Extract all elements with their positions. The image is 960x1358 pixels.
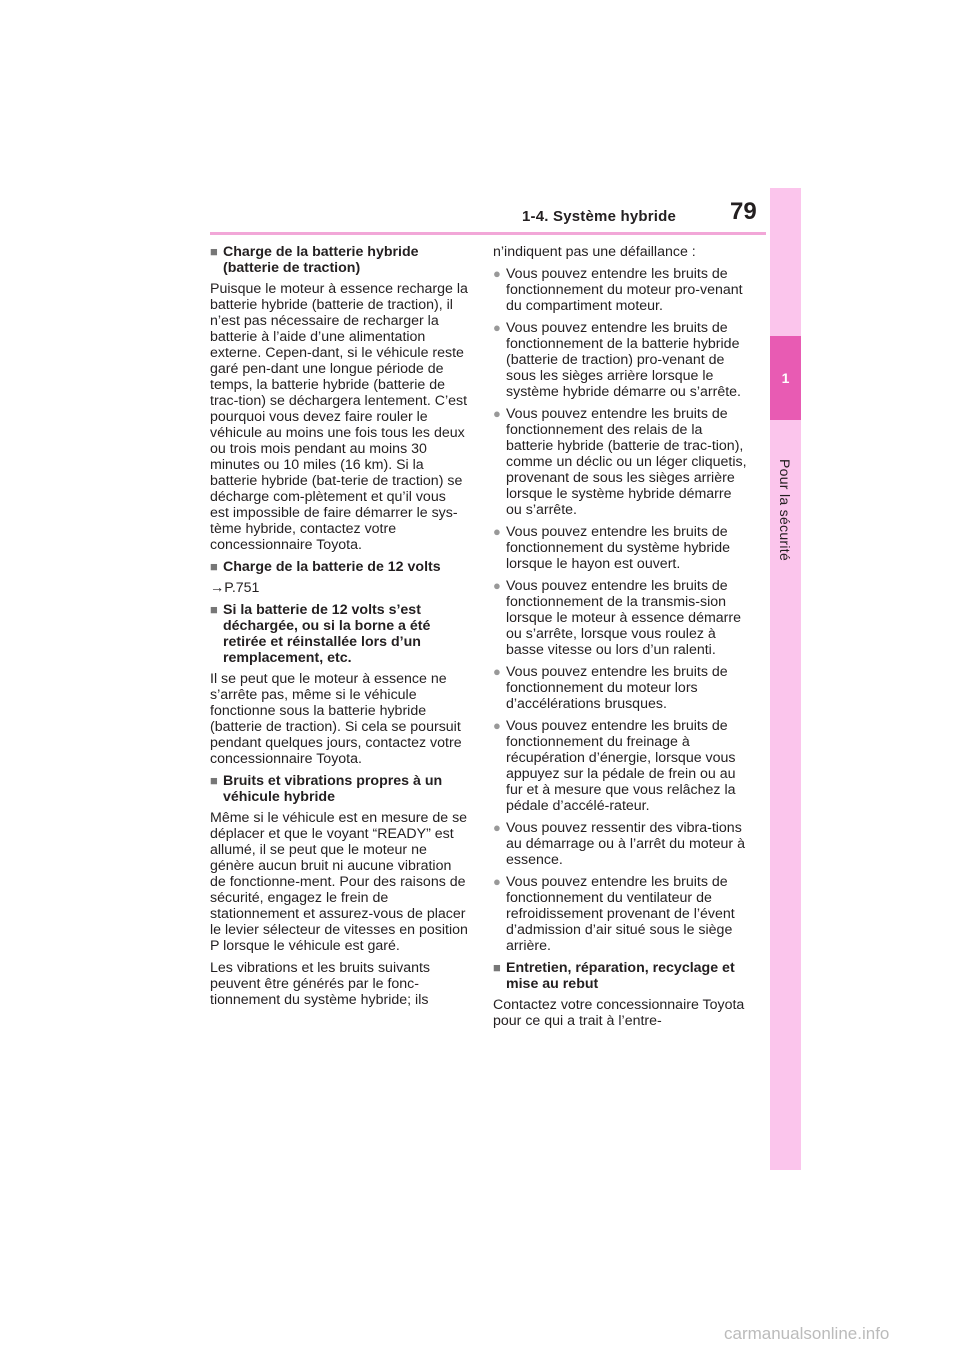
section-title: 1-4. Système hybride <box>522 208 677 225</box>
list-item <box>493 820 751 868</box>
chapter-number: 1 <box>770 336 801 420</box>
circle-bullet-icon: ● <box>493 874 501 889</box>
list-item-text: Vous pouvez entendre les bruits de fonctionnement des relais de la batterie hybride (batterie de trac-tion), comme un déclic ou un léger cliquetis, provenant de sous les sièges arrière lorsque le système hybride démarre ou s’arrête. <box>506 406 747 518</box>
circle-bullet-icon: ● <box>493 524 501 539</box>
circle-bullet-icon: ● <box>493 820 501 835</box>
list-item-text: Vous pouvez entendre les bruits de fonctionnement du moteur lors d’accélérations brusques. <box>506 664 728 712</box>
list-item <box>493 406 751 518</box>
paragraph: Il se peut que le moteur à essence ne s’arrête pas, même si le véhicule fonctionne sous la batterie hybride (batterie de traction). Si cela se poursuit pendant quelques jours, contactez votre concessionnaire Toyota. <box>210 671 462 767</box>
list-item-text: Vous pouvez entendre les bruits de fonctionnement de la transmis-sion lorsque le moteur à essence démarre ou s’arrête, lorsque vous roulez à basse vitesse ou lors d’un ralenti. <box>506 578 742 658</box>
circle-bullet-icon: ● <box>493 320 501 335</box>
circle-bullet-icon: ● <box>493 406 501 421</box>
page-reference: →P.751 <box>210 580 260 596</box>
list-item-text: Vous pouvez ressentir des vibra-tions au démarrage ou à l’arrêt du moteur à essence. <box>506 820 745 868</box>
square-bullet-icon: ■ <box>493 960 501 975</box>
chapter-title <box>768 430 802 590</box>
page-number: 79 <box>730 198 757 225</box>
heading-text: Si la batterie de 12 volts s’est déchargée, ou si la borne a été retirée et réinstallée lors d’un remplacement, etc. <box>223 602 431 666</box>
heading-12v-discharged <box>210 602 468 666</box>
circle-bullet-icon: ● <box>493 718 501 733</box>
list-item-text: Vous pouvez entendre les bruits de fonctionnement de la batterie hybride (batterie de traction) pro-venant de sous les sièges arrière lorsque le système hybride démarre ou s’arrête. <box>506 320 741 400</box>
paragraph: Même si le véhicule est en mesure de se déplacer et que le voyant “READY” est allumé, il se peut que le moteur ne génère aucun bruit ni aucune vibration de fonctionne-ment. Pour des raisons de sécurité, engagez le frein de stationnement et assurez-vous de placer le levier sélecteur de vitesses en position P lorsque le véhicule est garé. <box>210 810 468 954</box>
right-column <box>493 244 751 1035</box>
list-item <box>493 874 751 954</box>
heading-text: Bruits et vibrations propres à un véhicule hybride <box>223 773 443 805</box>
chapter-title-text: Pour la sécurité <box>777 458 793 562</box>
circle-bullet-icon: ● <box>493 664 501 679</box>
left-column <box>210 244 468 1014</box>
square-bullet-icon: ■ <box>210 244 218 259</box>
list-item <box>493 524 751 572</box>
heading-text: Charge de la batterie de 12 volts <box>223 559 441 575</box>
square-bullet-icon: ■ <box>210 773 218 788</box>
circle-bullet-icon: ● <box>493 266 501 281</box>
header-divider <box>210 232 766 235</box>
square-bullet-icon: ■ <box>210 559 218 574</box>
list-item-text: Vous pouvez entendre les bruits de fonctionnement du moteur pro-venant du compartiment moteur. <box>506 266 743 314</box>
list-item <box>493 718 751 814</box>
watermark: carmanualsonline.info <box>724 1324 890 1343</box>
list-item <box>493 266 751 314</box>
paragraph: n’indiquent pas une défaillance : <box>493 244 696 260</box>
list-item-text: Vous pouvez entendre les bruits de fonctionnement du freinage à récupération d’énergie, lorsque vous appuyez sur la pédale de frein ou au fur et à mesure que vous relâchez la pédale d’accélé-rateur. <box>506 718 736 814</box>
list-item <box>493 578 751 658</box>
heading-battery-charge <box>210 244 468 276</box>
circle-bullet-icon: ● <box>493 578 501 593</box>
paragraph: Contactez votre concessionnaire Toyota pour ce qui a trait à l’entre- <box>493 997 745 1029</box>
heading-12v-charge <box>210 559 468 575</box>
list-item <box>493 664 751 712</box>
list-item-text: Vous pouvez entendre les bruits de fonctionnement du ventilateur de refroidissement provenant de l’évent d’admission d’air situé sous le siège arrière. <box>506 874 735 954</box>
list-item <box>493 320 751 400</box>
square-bullet-icon: ■ <box>210 602 218 617</box>
heading-maintenance <box>493 960 751 992</box>
list-item-text: Vous pouvez entendre les bruits de fonctionnement du système hybride lorsque le hayon est ouvert. <box>506 524 730 572</box>
paragraph: Les vibrations et les bruits suivants peuvent être générés par le fonc-tionnement du système hybride; ils <box>210 960 431 1008</box>
heading-text: Charge de la batterie hybride (batterie de traction) <box>223 244 419 276</box>
heading-text: Entretien, réparation, recyclage et mise au rebut <box>506 960 735 992</box>
paragraph: Puisque le moteur à essence recharge la batterie hybride (batterie de traction), il n’est pas nécessaire de recharger la batterie à l’aide d’une alimentation externe. Cepen-dant, si le véhicule reste garé pen-dant une longue période de temps, la batterie hybride (batterie de trac-tion) se déchargera lentement. C’est pourquoi vous devez faire rouler le véhicule au moins une fois tous les deux ou trois mois pendant au moins 30 minutes ou 10 miles (16 km). Si la batterie hybride (bat-terie de traction) se décharge com-plètement et qu’il vous est impossible de faire démarrer le sys-tème hybride, contactez votre concessionnaire Toyota. <box>210 281 468 553</box>
heading-noise-vibration <box>210 773 468 805</box>
